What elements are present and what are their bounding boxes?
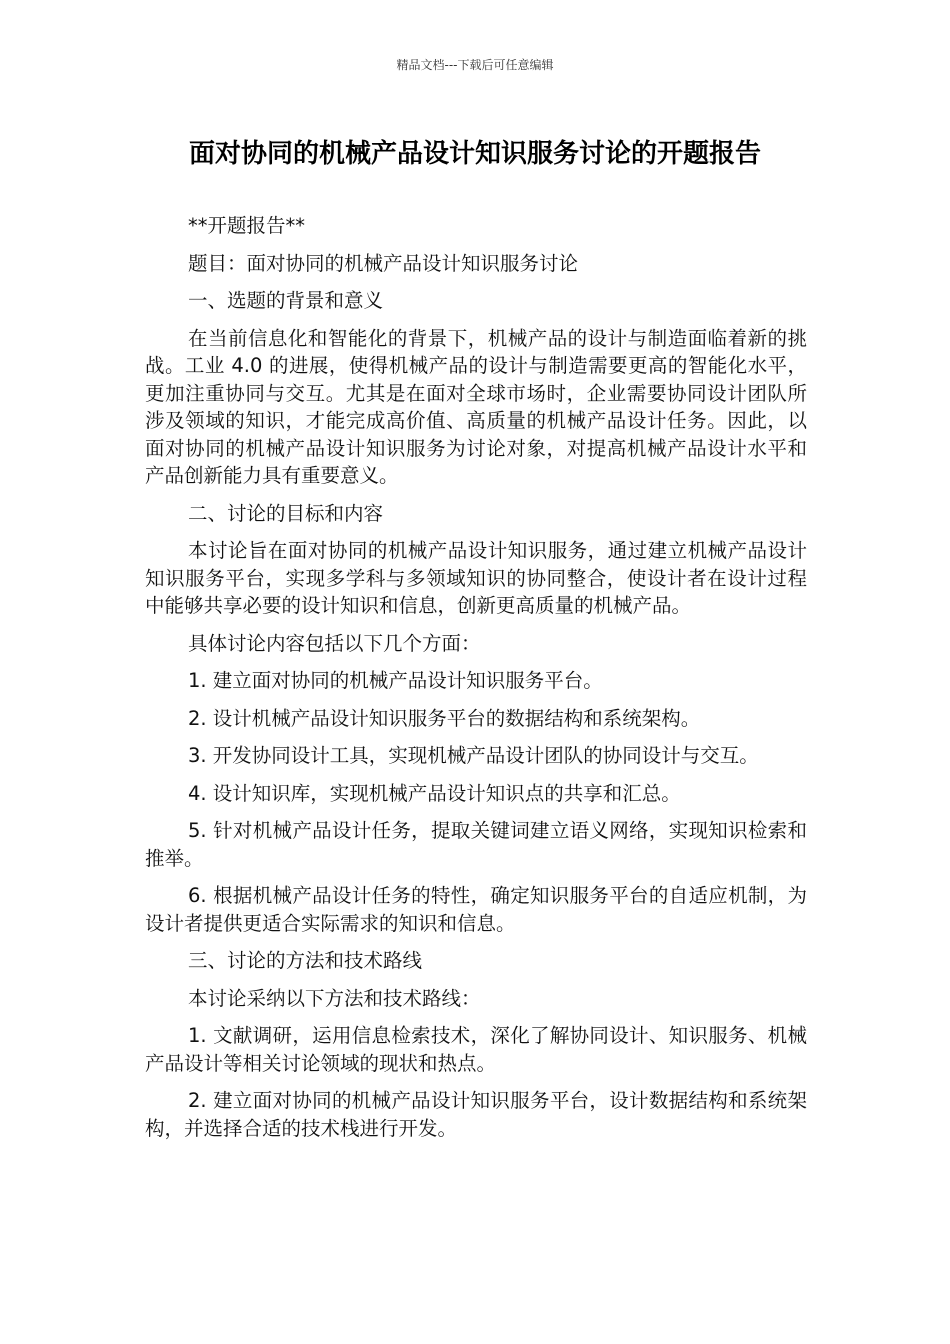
section-heading-goals: 二、讨论的目标和内容 [188, 501, 384, 525]
section-heading-methods: 三、讨论的方法和技术路线 [188, 949, 423, 972]
list-item: 1. 文献调研，运用信息检索技术，深化了解协同设计、知识服务、机械产品设计等相关讨论领域的现状和热点。 [145, 1024, 807, 1075]
list-item: 2. 建立面对协同的机械产品设计知识服务平台，设计数据结构和系统架构，并选择合适的技术栈进行开发。 [145, 1089, 807, 1140]
header-note: 精品文档---下载后可任意编辑 [396, 58, 554, 72]
list-item: 6. 根据机械产品设计任务的特性，确定知识服务平台的自适应机制，为设计者提供更适合实际需求的知识和信息。 [145, 884, 807, 935]
paragraph-content-intro: 具体讨论内容包括以下几个方面： [188, 631, 481, 655]
list-item: 5. 针对机械产品设计任务，提取关键词建立语义网络，实现知识检索和推举。 [145, 819, 807, 870]
document-title: 面对协同的机械产品设计知识服务讨论的开题报告 [188, 139, 761, 169]
paragraph-background: 在当前信息化和智能化的背景下，机械产品的设计与制造面临着新的挑战。工业 4.0 的进展，使得机械产品的设计与制造需要更高的智能化水平，更加注重协同与交互。尤其是在面对全球市场时，企业需要协同设计团队所涉及领域的知识，才能完成高价值、高质量的机械产品设计任务。因此，以面对协同的机械产品设计知识服务为讨论对象，对提高机械产品设计水平和产品创新能力具有重要意义。 [145, 326, 807, 487]
document-body [145, 212, 807, 1152]
list-item: 3. 开发协同设计工具，实现机械产品设计团队的协同设计与交互。 [188, 744, 759, 767]
report-topic: 题目：面对协同的机械产品设计知识服务讨论 [188, 251, 579, 275]
paragraph-methods-intro: 本讨论采纳以下方法和技术路线： [188, 986, 481, 1010]
list-item: 1. 建立面对协同的机械产品设计知识服务平台。 [188, 669, 603, 692]
paragraph-goals: 本讨论旨在面对协同的机械产品设计知识服务，通过建立机械产品设计知识服务平台，实现多学科与多领域知识的协同整合，使设计者在设计过程中能够共享必要的设计知识和信息，创新更高质量的机械产品。 [145, 539, 807, 617]
section-heading-background: 一、选题的背景和意义 [188, 289, 384, 312]
list-item: 4. 设计知识库，实现机械产品设计知识点的共享和汇总。 [188, 781, 681, 805]
list-item: 2. 设计机械产品设计知识服务平台的数据结构和系统架构。 [188, 706, 701, 730]
report-label: **开题报告** [188, 214, 306, 237]
